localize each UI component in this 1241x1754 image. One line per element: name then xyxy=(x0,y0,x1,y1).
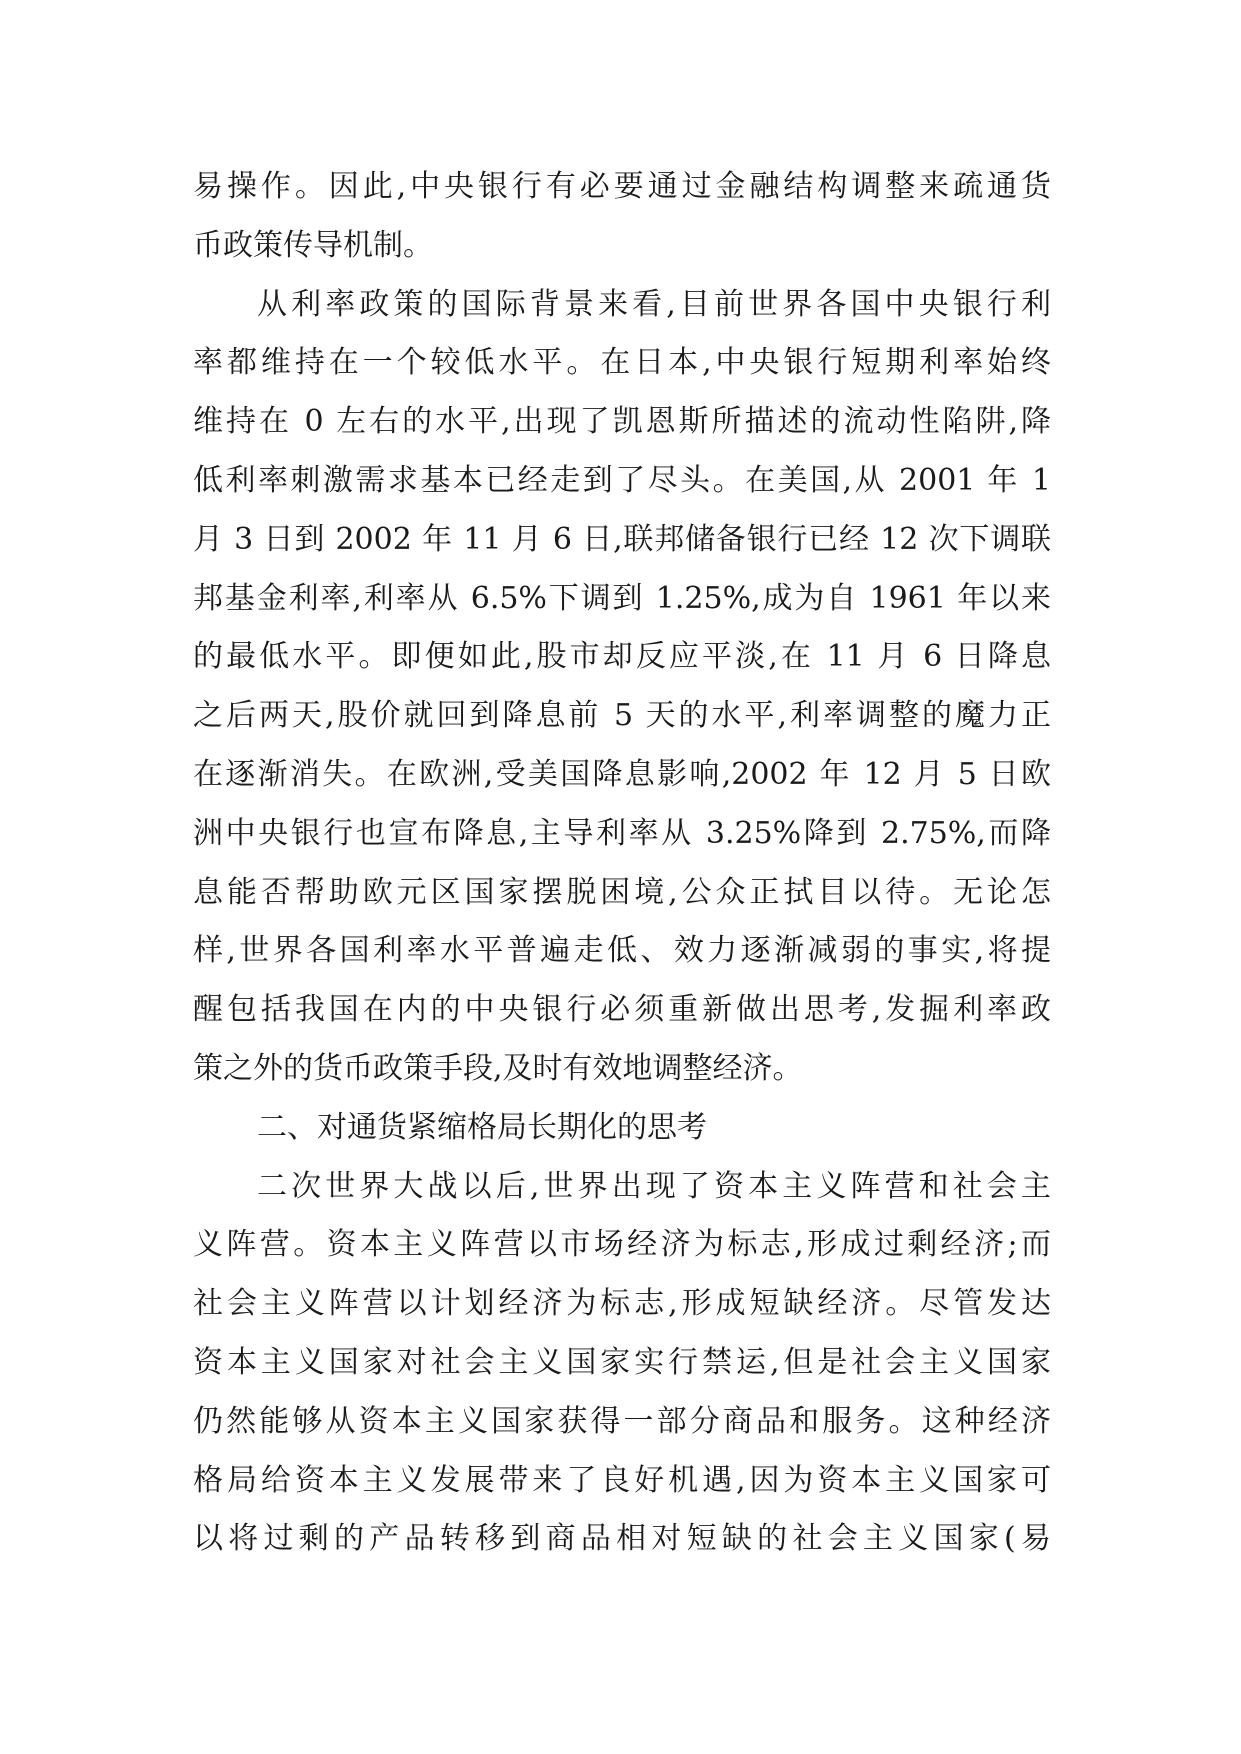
text-line: 义阵营。资本主义阵营以市场经济为标志,形成过剩经济;而 xyxy=(193,1227,1051,1263)
text-line: 息能否帮助欧元区国家摆脱困境,公众正拭目以待。无论怎 xyxy=(193,874,1051,910)
paragraph-first-line: 二次世界大战以后,世界出现了资本主义阵营和社会主 xyxy=(257,1168,1051,1204)
text-line: 维持在 0 左右的水平,出现了凯恩斯所描述的流动性陷阱,降 xyxy=(193,404,1051,440)
text-line: 样,世界各国利率水平普遍走低、效力逐渐减弱的事实,将提 xyxy=(193,933,1051,969)
text-line: 月 3 日到 2002 年 11 月 6 日,联邦储备银行已经 12 次下调联 xyxy=(193,521,1051,557)
text-line: 格局给资本主义发展带来了良好机遇,因为资本主义国家可 xyxy=(193,1462,1051,1498)
text-line: 邦基金利率,利率从 6.5%下调到 1.25%,成为自 1961 年以来 xyxy=(193,580,1051,616)
paragraph-first-line: 从利率政策的国际背景来看,目前世界各国中央银行利 xyxy=(257,286,1051,322)
text-line: 低利率刺激需求基本已经走到了尽头。在美国,从 2001 年 1 xyxy=(193,462,1051,498)
section-heading: 二、对通货紧缩格局长期化的思考 xyxy=(257,1109,707,1145)
text-line: 醒包括我国在内的中央银行必须重新做出思考,发掘利率政 xyxy=(193,992,1051,1028)
text-line: 以将过剩的产品转移到商品相对短缺的社会主义国家(易 xyxy=(193,1521,1051,1557)
text-line: 资本主义国家对社会主义国家实行禁运,但是社会主义国家 xyxy=(193,1344,1051,1380)
text-line: 币政策传导机制。 xyxy=(193,227,433,263)
text-line: 之后两天,股价就回到降息前 5 天的水平,利率调整的魔力正 xyxy=(193,698,1051,734)
text-line: 社会主义阵营以计划经济为标志,形成短缺经济。尽管发达 xyxy=(193,1286,1051,1322)
text-line: 易操作。因此,中央银行有必要通过金融结构调整来疏通货 xyxy=(193,169,1051,204)
text-line: 策之外的货币政策手段,及时有效地调整经济。 xyxy=(193,1050,803,1086)
body-text xyxy=(193,158,1051,1569)
text-line: 在逐渐消失。在欧洲,受美国降息影响,2002 年 12 月 5 日欧 xyxy=(193,756,1051,792)
text-line: 的最低水平。即便如此,股市却反应平淡,在 11 月 6 日降息 xyxy=(193,639,1051,675)
text-line: 洲中央银行也宣布降息,主导利率从 3.25%降到 2.75%,而降 xyxy=(193,815,1051,851)
text-line: 仍然能够从资本主义国家获得一部分商品和服务。这种经济 xyxy=(193,1403,1051,1439)
text-line: 率都维持在一个较低水平。在日本,中央银行短期利率始终 xyxy=(193,345,1051,381)
